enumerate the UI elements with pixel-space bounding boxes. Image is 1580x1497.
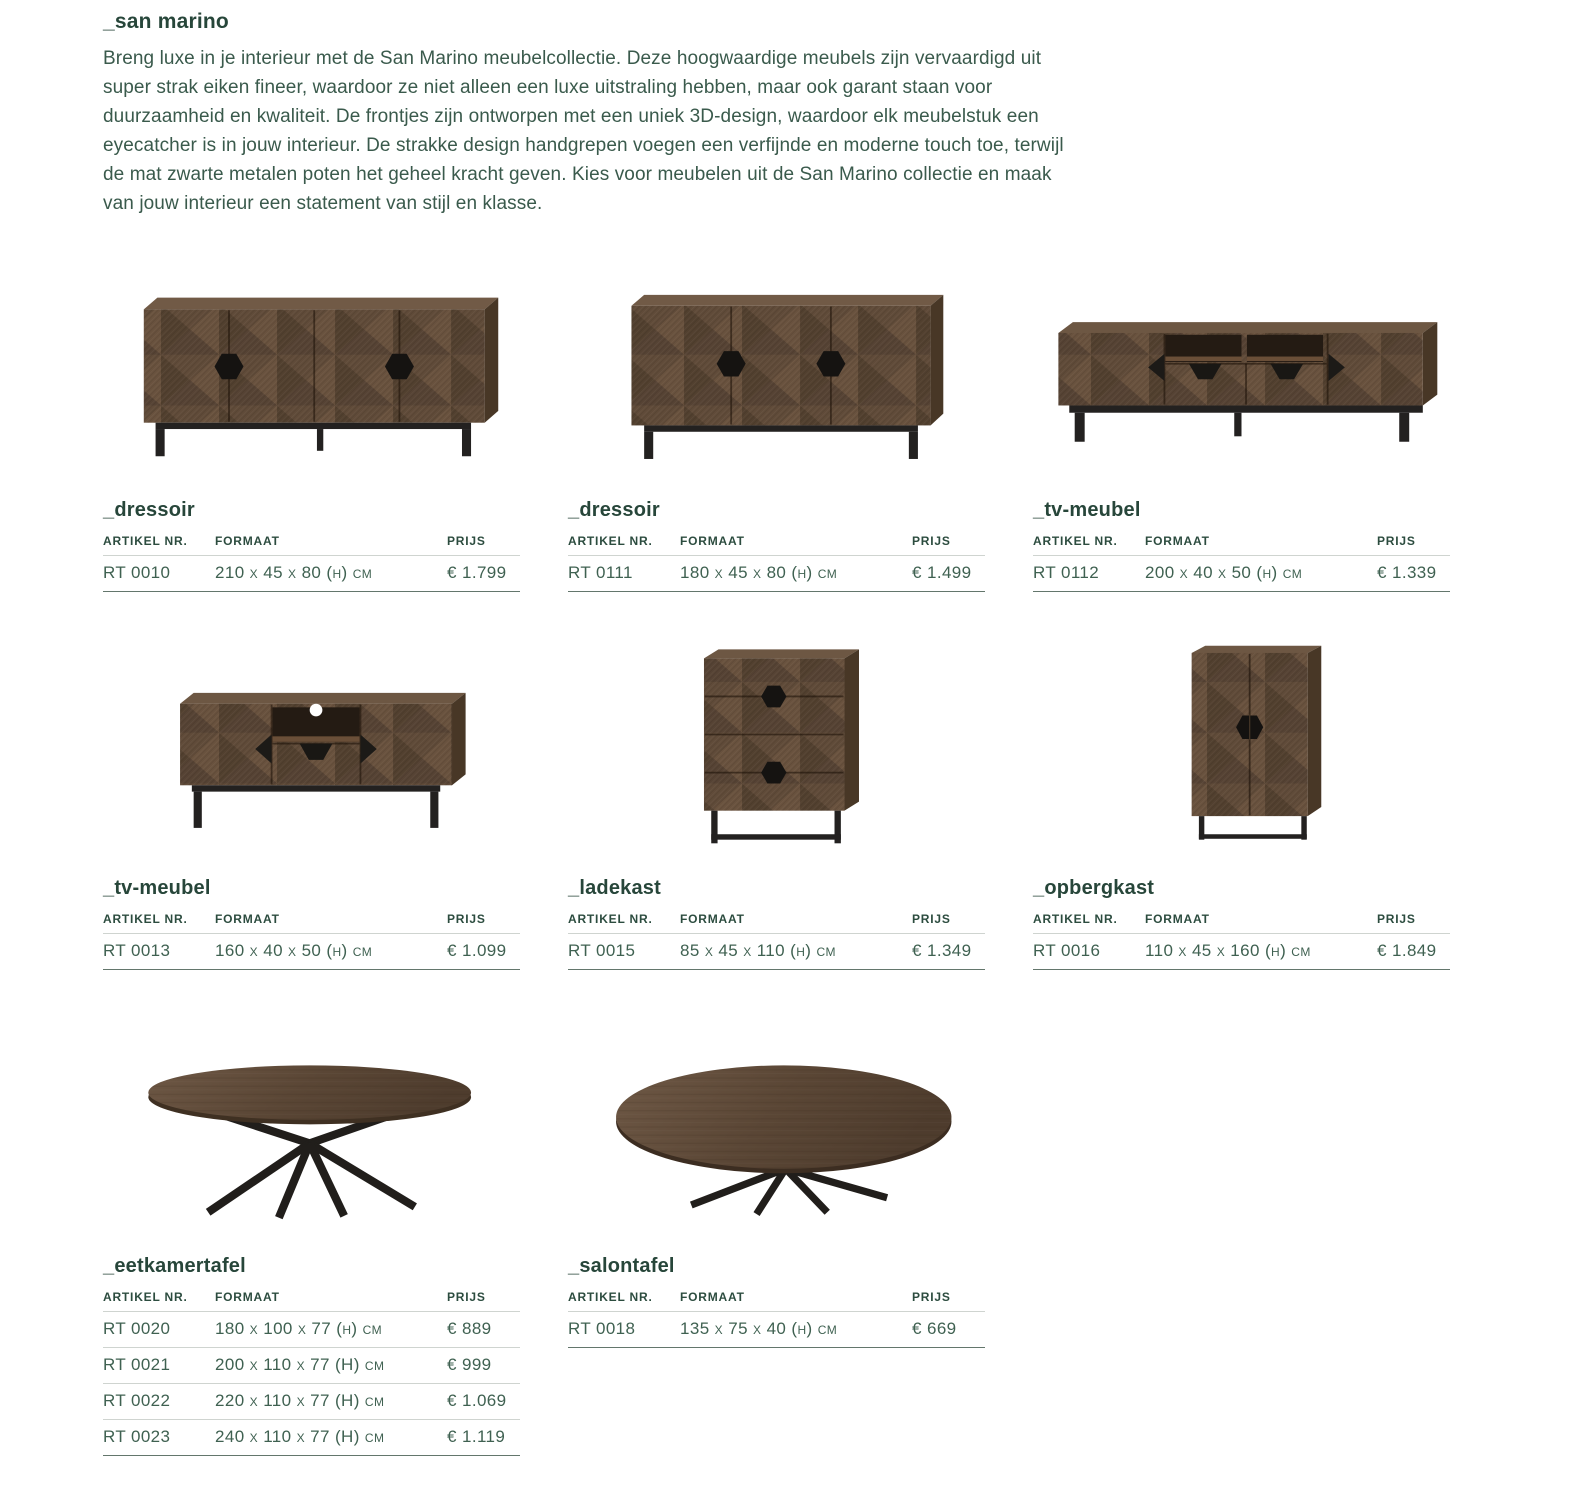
col-formaat: FORMAAT bbox=[1145, 534, 1377, 556]
artikel-nr: RT 0015 bbox=[568, 934, 680, 970]
product-image-eetkamertafel bbox=[103, 1000, 520, 1245]
col-prijs: PRIJS bbox=[912, 1290, 985, 1312]
prijs: € 1.099 bbox=[447, 934, 520, 970]
formaat: 160 x 40 x 50 (h) cm bbox=[215, 934, 447, 970]
col-formaat: FORMAAT bbox=[1145, 912, 1377, 934]
spec-table bbox=[568, 534, 985, 592]
product-grid bbox=[103, 244, 1530, 1456]
product-image-tv-meubel-breed bbox=[1033, 244, 1450, 489]
col-prijs: PRIJS bbox=[1377, 912, 1450, 934]
spec-row bbox=[103, 1312, 520, 1348]
artikel-nr: RT 0022 bbox=[103, 1384, 215, 1420]
artikel-nr: RT 0112 bbox=[1033, 556, 1145, 592]
product-title: _dressoir bbox=[568, 499, 660, 521]
formaat: 210 x 45 x 80 (h) cm bbox=[215, 556, 447, 592]
spec-row bbox=[1033, 556, 1450, 592]
product-title: _ladekast bbox=[568, 877, 661, 899]
prijs: € 1.069 bbox=[447, 1384, 520, 1420]
product-card bbox=[568, 622, 985, 970]
col-prijs: PRIJS bbox=[912, 534, 985, 556]
spec-row bbox=[1033, 934, 1450, 970]
product-title: _tv-meubel bbox=[1033, 499, 1141, 521]
col-artikel-nr: ARTIKEL NR. bbox=[103, 534, 215, 556]
spec-row bbox=[568, 934, 985, 970]
col-formaat: FORMAAT bbox=[680, 534, 912, 556]
product-image-tv-meubel-smal bbox=[103, 622, 520, 867]
page-title: _san marino bbox=[103, 10, 229, 33]
grid-empty-cell bbox=[1033, 1000, 1450, 1456]
product-image-ladekast bbox=[568, 622, 985, 867]
spec-row bbox=[568, 556, 985, 592]
col-artikel-nr: ARTIKEL NR. bbox=[568, 1290, 680, 1312]
product-image-dressoir-4-deurs bbox=[103, 244, 520, 489]
product-card bbox=[103, 1000, 520, 1456]
prijs: € 669 bbox=[912, 1312, 985, 1348]
col-artikel-nr: ARTIKEL NR. bbox=[103, 1290, 215, 1312]
col-artikel-nr: ARTIKEL NR. bbox=[568, 534, 680, 556]
spec-table bbox=[103, 534, 520, 592]
product-card bbox=[1033, 244, 1450, 592]
product-image-salontafel bbox=[568, 1000, 985, 1245]
formaat: 85 x 45 x 110 (h) cm bbox=[680, 934, 912, 970]
spec-table bbox=[103, 1290, 520, 1456]
col-prijs: PRIJS bbox=[447, 534, 520, 556]
col-formaat: FORMAAT bbox=[215, 534, 447, 556]
spec-table bbox=[1033, 912, 1450, 970]
col-prijs: PRIJS bbox=[1377, 534, 1450, 556]
product-card bbox=[103, 244, 520, 592]
product-title: _salontafel bbox=[568, 1255, 675, 1277]
col-formaat: FORMAAT bbox=[215, 912, 447, 934]
spec-row bbox=[103, 1348, 520, 1384]
formaat: 180 x 100 x 77 (h) cm bbox=[215, 1312, 447, 1348]
collection-description: Breng luxe in je interieur met de San Marino meubelcollectie. Deze hoogwaardige meubels zijn vervaardigd uit super strak eiken fineer, waardoor ze niet alleen een luxe uitstraling hebben, maar ook garant staan voor duurzaamheid en kwaliteit. De frontjes zijn ontworpen met een uniek 3D-design, waardoor elk meubelstuk een eyecatcher is in jouw interieur. De strakke design handgrepen voegen een verfijnde en moderne touch toe, terwijl de mat zwarte metalen poten het geheel kracht geven. Kies voor meubelen uit de San Marino collectie en maak van jouw interieur een statement van stijl en klasse. bbox=[103, 48, 1064, 214]
artikel-nr: RT 0016 bbox=[1033, 934, 1145, 970]
spec-table bbox=[568, 912, 985, 970]
prijs: € 1.499 bbox=[912, 556, 985, 592]
spec-row bbox=[103, 934, 520, 970]
collection-intro bbox=[103, 10, 1530, 218]
product-title: _eetkamertafel bbox=[103, 1255, 246, 1277]
col-artikel-nr: ARTIKEL NR. bbox=[568, 912, 680, 934]
artikel-nr: RT 0021 bbox=[103, 1348, 215, 1384]
formaat: 220 x 110 x 77 (H) cm bbox=[215, 1384, 447, 1420]
prijs: € 1.849 bbox=[1377, 934, 1450, 970]
artikel-nr: RT 0111 bbox=[568, 556, 680, 592]
product-card bbox=[568, 1000, 985, 1456]
formaat: 135 x 75 x 40 (h) cm bbox=[680, 1312, 912, 1348]
product-card bbox=[103, 622, 520, 970]
spec-row bbox=[103, 556, 520, 592]
spec-table bbox=[1033, 534, 1450, 592]
col-artikel-nr: ARTIKEL NR. bbox=[103, 912, 215, 934]
col-formaat: FORMAAT bbox=[680, 912, 912, 934]
col-prijs: PRIJS bbox=[447, 1290, 520, 1312]
col-prijs: PRIJS bbox=[447, 912, 520, 934]
product-title: _dressoir bbox=[103, 499, 195, 521]
spec-table bbox=[103, 912, 520, 970]
col-prijs: PRIJS bbox=[912, 912, 985, 934]
formaat: 200 x 40 x 50 (h) cm bbox=[1145, 556, 1377, 592]
product-title: _tv-meubel bbox=[103, 877, 211, 899]
product-card bbox=[568, 244, 985, 592]
spec-row bbox=[568, 1312, 985, 1348]
product-title: _opbergkast bbox=[1033, 877, 1155, 899]
prijs: € 1.349 bbox=[912, 934, 985, 970]
product-card bbox=[1033, 622, 1450, 970]
artikel-nr: RT 0013 bbox=[103, 934, 215, 970]
col-formaat: FORMAAT bbox=[680, 1290, 912, 1312]
formaat: 200 x 110 x 77 (H) cm bbox=[215, 1348, 447, 1384]
product-image-dressoir-3-deurs bbox=[568, 244, 985, 489]
artikel-nr: RT 0023 bbox=[103, 1420, 215, 1456]
formaat: 110 x 45 x 160 (h) cm bbox=[1145, 934, 1377, 970]
spec-table bbox=[568, 1290, 985, 1348]
product-image-opbergkast bbox=[1033, 622, 1450, 867]
col-artikel-nr: ARTIKEL NR. bbox=[1033, 912, 1145, 934]
artikel-nr: RT 0018 bbox=[568, 1312, 680, 1348]
col-formaat: FORMAAT bbox=[215, 1290, 447, 1312]
col-artikel-nr: ARTIKEL NR. bbox=[1033, 534, 1145, 556]
prijs: € 1.339 bbox=[1377, 556, 1450, 592]
prijs: € 1.119 bbox=[447, 1420, 520, 1456]
spec-row bbox=[103, 1420, 520, 1456]
prijs: € 1.799 bbox=[447, 556, 520, 592]
artikel-nr: RT 0020 bbox=[103, 1312, 215, 1348]
formaat: 240 x 110 x 77 (H) cm bbox=[215, 1420, 447, 1456]
prijs: € 889 bbox=[447, 1312, 520, 1348]
artikel-nr: RT 0010 bbox=[103, 556, 215, 592]
prijs: € 999 bbox=[447, 1348, 520, 1384]
spec-row bbox=[103, 1384, 520, 1420]
formaat: 180 x 45 x 80 (h) cm bbox=[680, 556, 912, 592]
